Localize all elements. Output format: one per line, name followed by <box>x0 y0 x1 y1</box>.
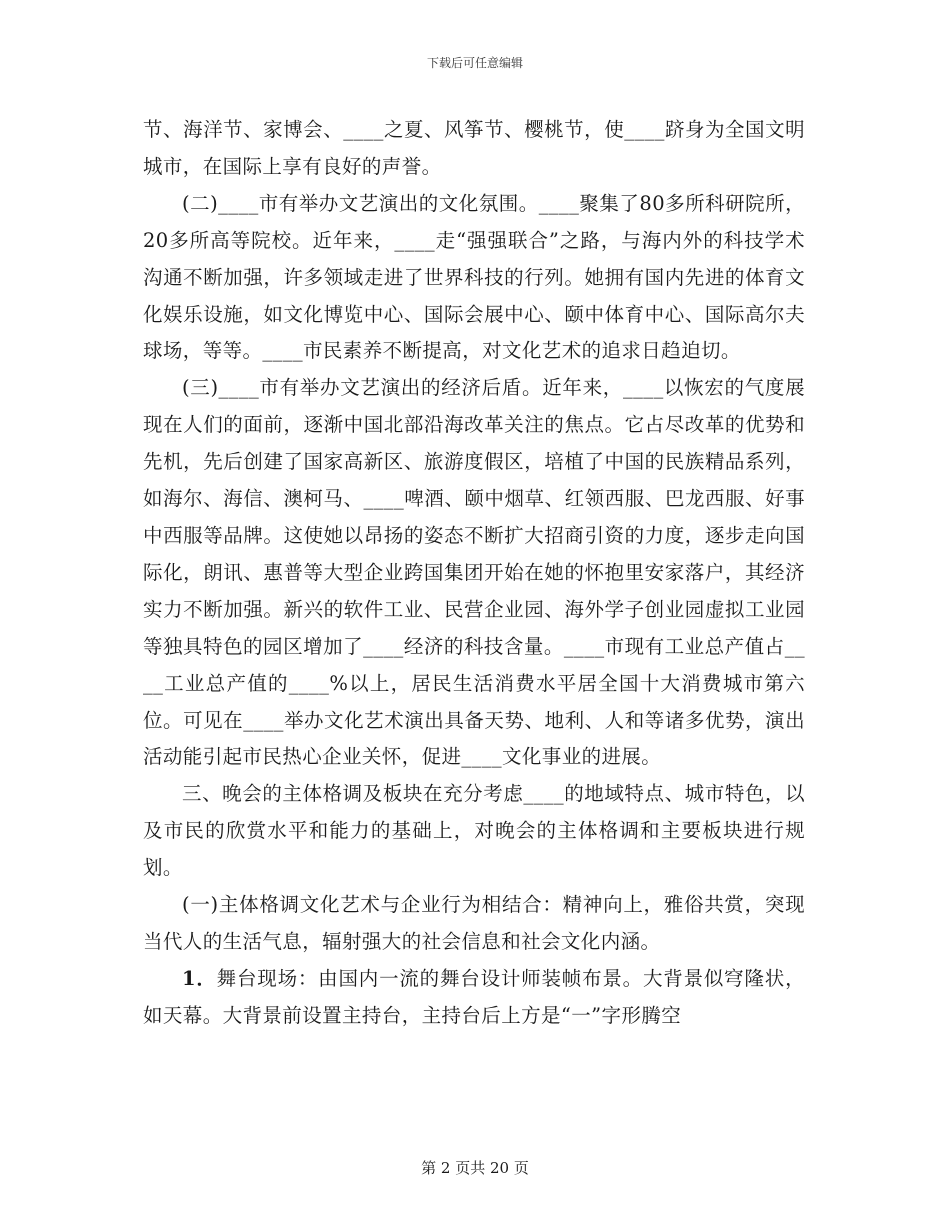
item-number: 1． <box>182 966 217 990</box>
paragraph-item-1 <box>143 961 805 1035</box>
paragraph-text: 舞台现场：由国内一流的舞台设计师装帧布景。大背景似穹隆状，如天幕。大背景前设置主持台，主持台后上方是“一”字形腾空 <box>143 966 805 1027</box>
paragraph-continuation <box>143 112 805 186</box>
paragraph-text: (一)主体格调文化艺术与企业行为相结合：精神向上，雅俗共赏，突现当代人的生活气息，辐射强大的社会信息和社会文化内涵。 <box>143 893 805 953</box>
paragraph-text: 节、海洋节、家博会、____之夏、风筝节、樱桃节，使____跻身为全国文明城市，在国际上享有良好的声誉。 <box>143 118 805 178</box>
paragraph-text: (三)____市有举办文艺演出的经济后盾。近年来，____以恢宏的气度展现在人们的面前，逐渐中国北部沿海改革关注的焦点。它占尽改革的优势和先机，先后创建了国家高新区、旅游度假区，培植了中国的民族精品系列，如海尔、海信、澳柯马、____啤酒、颐中烟草、红领西服、巴龙西服、好事中西服等品牌。这使她以昂扬的姿态不断扩大招商引资的力度，逐步走向国际化，朗讯、惠普等大型企业跨国集团开始在她的怀抱里安家落户，其经济实力不断加强。新兴的软件工业、民营企业园、海外学子创业园虚拟工业园等独具特色的园区增加了____经济的科技含量。____市现有工业总产值占____工业总产值的____%以上，居民生活消费水平居全国十大消费城市第六位。可见在____举办文化艺术演出具备天势、地利、人和等诸多优势，演出活动能引起市民热心企业关怀，促进____文化事业的进展。 <box>143 376 805 769</box>
paragraph-text: (二)____市有举办文艺演出的文化氛围。____聚集了80多所科研院所，20多所高等院校。近年来，____走“强强联合”之路，与海内外的科技学术沟通不断加强，许多领域走进了世界科技的行列。她拥有国内先进的体育文化娱乐设施，如文化博览中心、国际会展中心、颐中体育中心、国际高尔夫球场，等等。____市民素养不断提高，对文化艺术的追求日趋迫切。 <box>143 191 805 363</box>
page-header: 下载后可任意编辑 <box>426 56 523 70</box>
paragraph-heading-three <box>143 776 805 887</box>
document-body <box>143 112 805 1035</box>
page-footer: 第 2 页共 20 页 <box>421 1159 529 1177</box>
paragraph-section-2 <box>143 186 805 371</box>
paragraph-section-3 <box>143 370 805 776</box>
paragraph-text: 三、晚会的主体格调及板块在充分考虑____的地域特点、城市特色，以及市民的欣赏水平和能力的基础上，对晚会的主体格调和主要板块进行规划。 <box>143 782 805 880</box>
paragraph-subsection-1 <box>143 887 805 961</box>
